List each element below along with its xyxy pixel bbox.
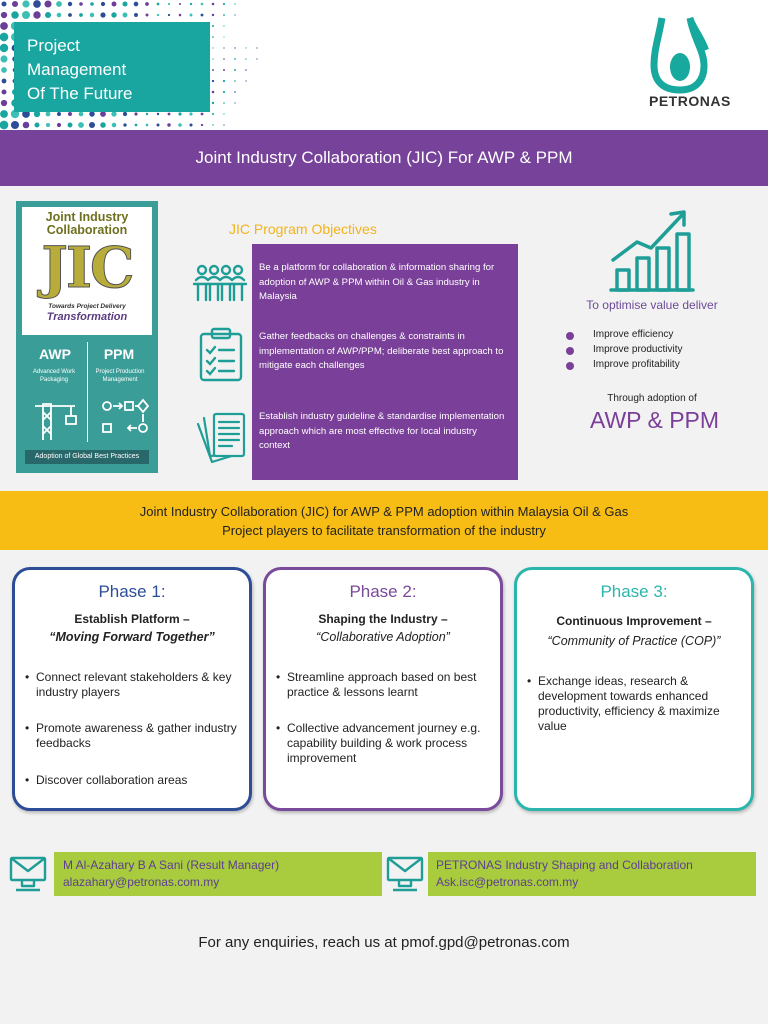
- objective-3: Establish industry guideline & standardise implementation approach which are most effective for local industry context: [259, 411, 505, 451]
- phase-1-bullet-1: [25, 670, 243, 700]
- book-title: [22, 211, 152, 237]
- contact-1-email[interactable]: alazahary@petronas.com.my: [63, 875, 220, 889]
- decorative-dot: [201, 14, 204, 17]
- objective-2: Gather feedbacks on challenges & constraints in implementation of AWP/PPM; deliberate best approach to mitigate each challenges: [259, 331, 504, 371]
- decorative-dot: [89, 122, 95, 128]
- phase-2-card: [263, 567, 503, 811]
- bullet-text: • Connect relevant stakeholders & key industry players: [36, 670, 232, 699]
- decorative-dot: [79, 112, 84, 117]
- decorative-dot: [178, 123, 182, 127]
- value-bullet-2: Improve productivity: [593, 344, 683, 355]
- decorative-dot: [234, 102, 235, 103]
- decorative-dot: [223, 80, 225, 82]
- email-icon: [8, 854, 48, 894]
- decorative-dot: [68, 13, 72, 17]
- jic-book-cover: [16, 201, 158, 473]
- phase-1-bullet-3: [25, 773, 243, 788]
- decorative-dot: [122, 1, 127, 6]
- crane-icon: [31, 394, 79, 442]
- decorative-dot: [146, 14, 149, 17]
- decorative-dot: [212, 80, 214, 82]
- decorative-dot: [234, 80, 236, 82]
- decorative-dot: [89, 111, 94, 116]
- mission-line-1: Joint Industry Collaboration (JIC) for AWP & PPM adoption within Malaysia Oil & Gas: [139, 504, 629, 519]
- decorative-dot: [123, 13, 128, 18]
- decorative-dot: [34, 122, 39, 127]
- phase-2-subtitle: Shaping the Industry –: [318, 612, 448, 626]
- decorative-dot: [46, 112, 51, 117]
- bullet-text: • Exchange ideas, research & development towards enhanced productivity, efficiency & maximize value: [538, 674, 720, 733]
- value-bullet-1: Improve efficiency: [593, 329, 674, 340]
- contact-2-email[interactable]: Ask.isc@petronas.com.my: [436, 875, 579, 889]
- decorative-dot: [111, 111, 116, 116]
- decorative-dot: [234, 69, 236, 71]
- decorative-dot: [90, 13, 94, 17]
- decorative-dot: [223, 113, 224, 114]
- decorative-dot: [190, 14, 193, 17]
- decorative-dot: [57, 13, 62, 18]
- decorative-dot: [234, 3, 236, 5]
- decorative-dot: [212, 47, 213, 48]
- phase-3-bullet-1: [527, 674, 745, 734]
- growth-chart-icon: [607, 204, 697, 294]
- decorative-dot: [100, 12, 105, 17]
- decorative-dot: [1, 89, 6, 94]
- book-awp-label: AWP: [39, 346, 71, 362]
- decorative-dot: [11, 121, 19, 129]
- decorative-dot: [22, 11, 30, 19]
- decorative-dot: [1, 100, 7, 106]
- section-title: Joint Industry Collaboration (JIC) For AWP & PPM: [0, 130, 768, 186]
- phase-2-quote: “Collaborative Adoption”: [316, 630, 450, 644]
- decorative-dot: [223, 3, 225, 5]
- decorative-dot: [134, 13, 138, 17]
- decorative-dot: [212, 91, 215, 94]
- decorative-dot: [45, 12, 51, 18]
- decorative-dot: [156, 123, 159, 126]
- decorative-dot: [157, 113, 159, 115]
- decorative-dot: [190, 3, 192, 5]
- bullet-text: • Discover collaboration areas: [36, 773, 188, 787]
- decorative-dot: [22, 0, 29, 7]
- program-title-line-2: Management: [27, 60, 127, 79]
- decorative-dot: [234, 58, 236, 60]
- decorative-dot: [201, 113, 204, 116]
- bullet-text: • Collective advancement journey e.g. capability building & work process improvement: [287, 721, 481, 765]
- decorative-dot: [135, 124, 138, 127]
- decorative-dot: [212, 3, 215, 6]
- contact-2: [436, 857, 693, 891]
- bullet-text: • Promote awareness & gather industry feedbacks: [36, 721, 237, 750]
- email-icon: [385, 854, 425, 894]
- decorative-dot: [245, 80, 246, 81]
- decorative-dot: [0, 121, 8, 130]
- decorative-dot: [223, 58, 225, 60]
- contact-1-name: M Al-Azahary B A Sani (Result Manager): [63, 858, 280, 872]
- decorative-dot: [90, 2, 94, 6]
- book-cover-top: [22, 207, 152, 335]
- decorative-dot: [168, 14, 170, 16]
- book-tagline: Towards Project Delivery: [48, 303, 126, 310]
- decorative-dot: [101, 2, 105, 6]
- phase-3-subtitle: Continuous Improvement –: [556, 614, 712, 628]
- decorative-dot: [256, 47, 257, 48]
- decorative-dot: [44, 0, 51, 7]
- decorative-dot: [212, 69, 214, 71]
- decorative-dot: [0, 110, 8, 118]
- decorative-dot: [0, 22, 8, 30]
- objective-1: Be a platform for collaboration & information sharing for adoption of AWP & PPM within Oil & Gas industry in Malaysia: [259, 262, 495, 302]
- program-title-line-1: Project: [27, 36, 80, 55]
- book-ppm-label: PPM: [103, 346, 135, 362]
- decorative-dot: [212, 58, 214, 60]
- bullet-text: • Streamline approach based on best practice & lessons learnt: [287, 670, 477, 699]
- phase-1-quote: “Moving Forward Together”: [49, 630, 215, 644]
- decorative-dot: [157, 14, 159, 16]
- decorative-dot: [0, 33, 8, 42]
- contact-2-name: PETRONAS Industry Shaping and Collaboration: [436, 858, 693, 872]
- mission-banner: [0, 491, 768, 550]
- decorative-dot: [167, 123, 170, 126]
- objectives-title: JIC Program Objectives: [229, 221, 377, 237]
- process-flow-icon: [101, 394, 149, 442]
- decorative-dot: [245, 58, 247, 60]
- phase-3-title: Phase 3:: [600, 582, 668, 601]
- phase-1-bullet-2: [25, 721, 243, 751]
- decorative-dot: [179, 14, 182, 17]
- decorative-dot: [256, 58, 257, 59]
- phase-1-title: Phase 1:: [98, 582, 166, 601]
- decorative-dot: [79, 2, 83, 6]
- book-acronym: JIC: [41, 235, 133, 301]
- decorative-dot: [23, 122, 30, 129]
- decorative-dot: [79, 13, 83, 17]
- decorative-dot: [12, 1, 18, 7]
- decorative-dot: [111, 12, 116, 17]
- logo-wordmark: PETRONAS: [649, 93, 731, 109]
- decorative-dot: [57, 123, 61, 127]
- decorative-dot: [223, 36, 224, 37]
- decorative-dot: [189, 123, 192, 126]
- decorative-dot: [189, 112, 192, 115]
- program-title-box: [14, 22, 210, 112]
- decorative-dot: [145, 2, 149, 6]
- decorative-dot: [68, 2, 72, 6]
- decorative-dot: [1, 67, 7, 73]
- top-banner: [0, 0, 768, 130]
- decorative-dot: [223, 69, 225, 71]
- decorative-dot: [68, 123, 73, 128]
- mission-line-2: Project players to facilitate transformation of the industry: [222, 523, 546, 538]
- decorative-dot: [46, 123, 50, 127]
- bullet-dot: [566, 332, 574, 340]
- decorative-dot: [223, 124, 224, 125]
- decorative-dot: [112, 2, 117, 7]
- decorative-dot: [68, 112, 72, 116]
- decorative-dot: [123, 112, 127, 116]
- phase-2-bullet-1: [276, 670, 494, 700]
- decorative-dot: [56, 1, 62, 7]
- decorative-dot: [168, 3, 170, 5]
- phase-2-bullet-2: [276, 721, 494, 766]
- decorative-dot: [223, 47, 224, 48]
- decorative-dot: [201, 124, 203, 126]
- decorative-dot: [134, 2, 139, 7]
- phase-3-quote: “Community of Practice (COP)”: [547, 634, 721, 648]
- contact-1: [63, 857, 279, 891]
- documents-icon: [192, 410, 250, 466]
- book-ppm-sub: Project Production Management: [95, 369, 145, 383]
- checklist-icon: [196, 326, 246, 384]
- decorative-dot: [212, 124, 214, 126]
- decorative-dot: [234, 47, 235, 48]
- book-awp-sub: Advanced Work Packaging: [32, 369, 76, 383]
- bullet-dot: [566, 347, 574, 355]
- team-icon: [190, 262, 250, 304]
- decorative-dot: [78, 122, 84, 128]
- phase-2-title: Phase 2:: [349, 582, 417, 601]
- decorative-dot: [33, 11, 40, 18]
- decorative-dot: [212, 113, 214, 115]
- decorative-dot: [178, 112, 181, 115]
- decorative-dot: [100, 122, 106, 128]
- decorative-dot: [245, 69, 247, 71]
- decorative-dot: [146, 113, 148, 115]
- phase-3-card: [514, 567, 754, 811]
- decorative-dot: [223, 14, 225, 16]
- decorative-dot: [11, 11, 19, 19]
- decorative-dot: [223, 25, 224, 26]
- book-divider: [87, 342, 88, 442]
- decorative-dot: [112, 123, 116, 127]
- decorative-dot: [234, 14, 235, 15]
- decorative-dot: [134, 112, 137, 115]
- enquiry-footer[interactable]: For any enquiries, reach us at pmof.gpd@petronas.com: [198, 934, 570, 951]
- decorative-dot: [1, 1, 6, 6]
- book-footer: Adoption of Global Best Practices: [25, 450, 149, 464]
- value-heading: To optimise value deliver: [586, 298, 718, 312]
- phase-1-card: [12, 567, 252, 811]
- decorative-dot: [245, 47, 246, 48]
- book-title-line-1: Joint Industry: [45, 210, 129, 224]
- decorative-dot: [2, 79, 7, 84]
- book-tagline-transformation: Transformation: [46, 311, 128, 323]
- decorative-dot: [157, 3, 160, 6]
- decorative-dot: [0, 55, 7, 62]
- decorative-dot: [212, 14, 214, 16]
- book-title-line-2: Collaboration: [46, 223, 128, 237]
- decorative-dot: [223, 91, 225, 93]
- decorative-dot: [146, 124, 149, 127]
- decorative-dot: [0, 44, 8, 52]
- decorative-dot: [212, 36, 214, 38]
- awp-ppm-highlight: AWP & PPM: [589, 407, 720, 433]
- decorative-dot: [234, 91, 236, 93]
- program-title-line-3: Of The Future: [27, 84, 133, 103]
- decorative-dot: [57, 112, 61, 116]
- through-adoption-text: Through adoption of: [607, 393, 697, 404]
- decorative-dot: [212, 25, 214, 27]
- decorative-dot: [33, 0, 41, 8]
- decorative-dot: [1, 12, 7, 18]
- decorative-dot: [223, 102, 225, 104]
- bullet-dot: [566, 362, 574, 370]
- decorative-dot: [168, 113, 171, 116]
- decorative-dot: [179, 3, 181, 5]
- decorative-dot: [123, 123, 126, 126]
- phase-1-subtitle: Establish Platform –: [74, 612, 190, 626]
- decorative-dot: [212, 102, 214, 104]
- decorative-dot: [201, 3, 204, 6]
- value-bullet-3: Improve profitability: [593, 359, 680, 370]
